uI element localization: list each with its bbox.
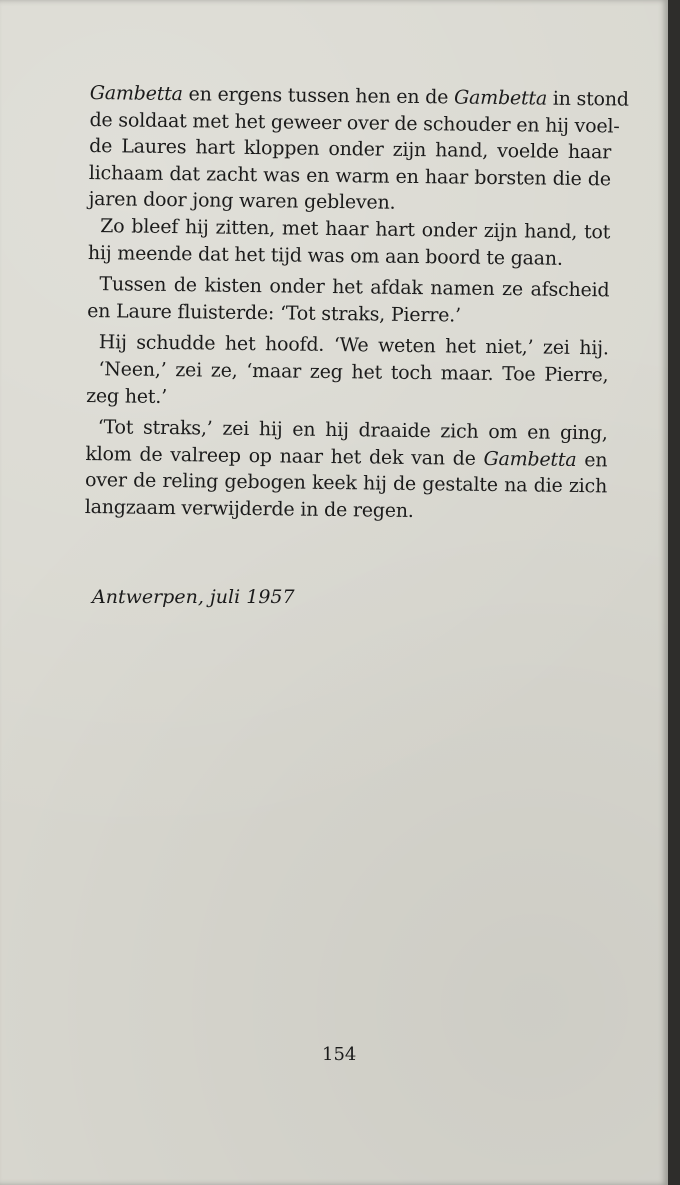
text-line: jaren door jong waren gebleven.	[88, 188, 396, 215]
body-text	[84, 80, 629, 527]
text-line: zeg het.’	[86, 384, 168, 408]
text-line: Tussen de kisten onder het afdak namen ze afscheid	[99, 273, 610, 302]
text-line: Gambetta en ergens tussen hen en de Gambetta in stond	[89, 81, 629, 111]
text-line: klom de valreep op naar het dek van de Gambetta en	[85, 442, 608, 472]
text-line: de Laures hart kloppen onder zijn hand, voelde haar	[89, 135, 612, 164]
text-line: en Laure fluisterde: ‘Tot straks, Pierre.’	[87, 299, 462, 327]
text-line: hij meende dat het tijd was om aan boord te gaan.	[87, 241, 563, 270]
text-line: Zo bleef hij zitten, met haar hart onder zijn hand, tot	[100, 215, 611, 244]
page-number: 154	[322, 1044, 357, 1065]
text-line: de soldaat met het geweer over de schouder en hij voel-	[89, 108, 620, 138]
text-line: langzaam verwijderde in de regen.	[84, 495, 414, 522]
text-line: Hij schudde het hoofd. ‘We weten het niet,’ zei hij.	[98, 331, 609, 360]
dateline: Antwerpen, juli 1957	[92, 586, 295, 608]
text-line: ‘Tot straks,’ zei hij en hij draaide zich om en ging,	[97, 416, 608, 445]
text-line: over de reling gebogen keek hij de gestalte na die zich	[84, 469, 608, 498]
text-line: ‘Neen,’ zei ze, ‘maar zeg het toch maar. Toe Pierre,	[98, 358, 609, 387]
page-edge	[668, 0, 680, 1185]
text-line: lichaam dat zacht was en warm en haar borsten die de	[88, 161, 611, 191]
